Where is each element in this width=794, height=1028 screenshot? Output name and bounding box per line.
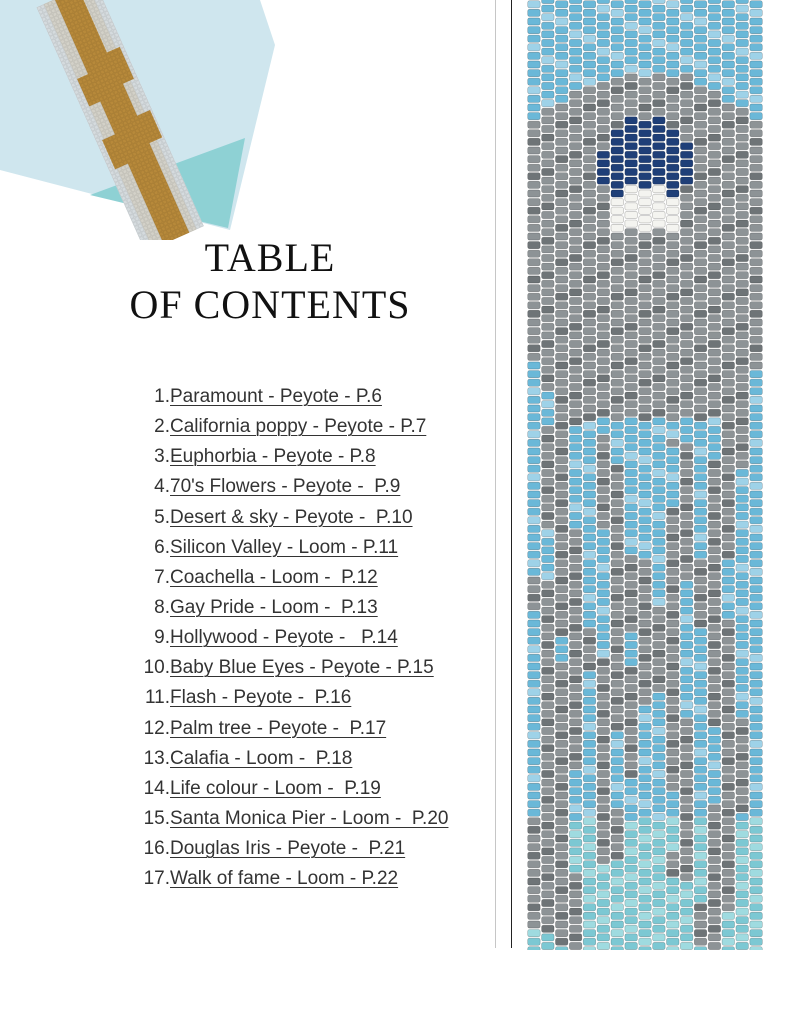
- toc-item-number: 15.: [143, 808, 170, 830]
- toc-item-link[interactable]: Gay Pride - Loom - P.13: [170, 597, 378, 619]
- toc-item-number: 6.: [154, 536, 170, 558]
- toc-item-number: 14.: [143, 777, 170, 799]
- toc-item-number: 8.: [154, 597, 170, 619]
- toc-item-link[interactable]: Silicon Valley - Loom - P.11: [170, 536, 399, 558]
- toc-item-link[interactable]: Santa Monica Pier - Loom - P.20: [170, 808, 449, 830]
- toc-item: [130, 834, 448, 864]
- toc-item-link[interactable]: Hollywood - Peyote - P.14: [170, 627, 398, 649]
- toc-item-number: 1.: [154, 386, 170, 408]
- toc-item-link[interactable]: Desert & sky - Peyote - P.10: [170, 506, 413, 528]
- toc-item-link[interactable]: 70's Flowers - Peyote - P.9: [170, 476, 401, 498]
- toc-item: [130, 774, 448, 804]
- toc-item-number: 4.: [154, 476, 170, 498]
- toc-item: [130, 533, 448, 563]
- toc-item-link[interactable]: Calafia - Loom - P.18: [170, 747, 353, 769]
- toc-item-number: 10.: [143, 657, 170, 679]
- divider-line-dark: [511, 0, 512, 948]
- toc-item: [130, 714, 448, 744]
- toc-item-number: 13.: [143, 747, 170, 769]
- toc-item: [130, 442, 448, 472]
- toc-item-number: 11.: [144, 687, 170, 709]
- toc-item-link[interactable]: California poppy - Peyote - P.7: [170, 416, 427, 438]
- page-title-line-2: OF CONTENTS: [129, 282, 411, 327]
- toc-item: [130, 864, 448, 894]
- toc-item-link[interactable]: Coachella - Loom - P.12: [170, 566, 378, 588]
- divider-line-light: [495, 0, 496, 948]
- beadwork-pattern-image: [527, 0, 763, 950]
- toc-item: [130, 382, 448, 412]
- toc-item-number: 17.: [143, 868, 170, 890]
- toc-item: [130, 412, 448, 442]
- toc-item-number: 3.: [154, 446, 170, 468]
- toc-item-number: 5.: [154, 506, 170, 528]
- toc-item-link[interactable]: Douglas Iris - Peyote - P.21: [170, 838, 406, 860]
- toc-item-link[interactable]: Euphorbia - Peyote - P.8: [170, 446, 376, 468]
- toc-item-link[interactable]: Life colour - Loom - P.19: [170, 777, 381, 799]
- toc-item-number: 9.: [154, 627, 170, 649]
- toc-item: [130, 653, 448, 683]
- toc-item: [130, 472, 448, 502]
- toc-item: [130, 683, 448, 713]
- toc-item-link[interactable]: Walk of fame - Loom - P.22: [170, 868, 399, 890]
- table-of-contents-list: [130, 382, 448, 894]
- toc-item-number: 7.: [154, 566, 170, 588]
- toc-item: [130, 744, 448, 774]
- toc-item: [130, 563, 448, 593]
- toc-item: [130, 503, 448, 533]
- beadwork-preview-image: [0, 0, 300, 240]
- bead-grid: [528, 0, 763, 950]
- toc-item-number: 2.: [154, 416, 170, 438]
- toc-item: [130, 804, 448, 834]
- toc-item-number: 16.: [143, 838, 170, 860]
- toc-item-number: 12.: [143, 717, 170, 739]
- toc-item-link[interactable]: Baby Blue Eyes - Peyote - P.15: [170, 657, 434, 679]
- toc-item-link[interactable]: Paramount - Peyote - P.6: [170, 386, 382, 408]
- toc-item: [130, 593, 448, 623]
- page-title-line-1: TABLE: [204, 235, 336, 280]
- toc-item-link[interactable]: Flash - Peyote - P.16: [170, 687, 352, 709]
- toc-item: [130, 623, 448, 653]
- toc-item-link[interactable]: Palm tree - Peyote - P.17: [170, 717, 387, 739]
